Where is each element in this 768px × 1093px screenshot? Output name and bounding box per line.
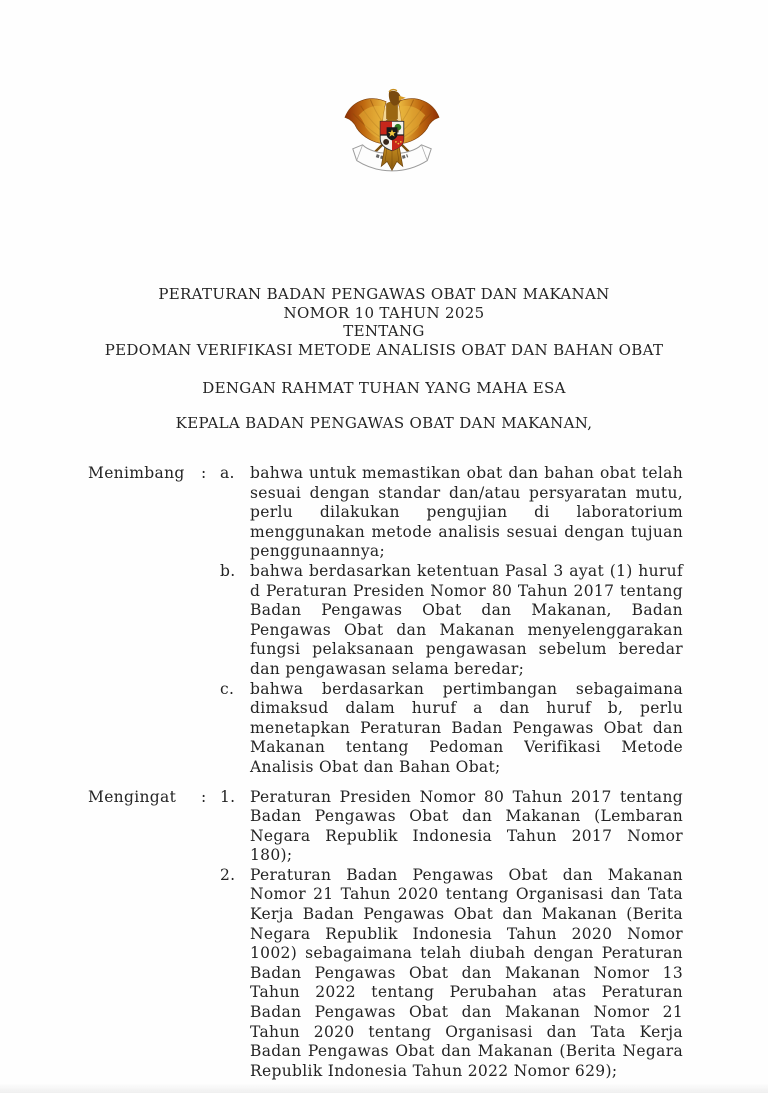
section-label: Mengingat [88, 787, 177, 806]
title-line-regulation: PERATURAN BADAN PENGAWAS OBAT DAN MAKANAN [158, 285, 610, 303]
document-body [88, 464, 683, 1081]
garuda-pancasila-icon [341, 87, 443, 187]
title-line-tentang: TENTANG [343, 322, 425, 341]
item-text: Peraturan Badan Pengawas Obat dan Makanan Nomor 21 Tahun 2020 tentang Organisasi dan Tata Kerja Badan Pengawas Obat dan Makanan (Berita Negara Republik Indonesia Tahun 2020 Nomor 1002) sebagaimana telah diubah dengan Peraturan Badan Pengawas Obat dan Makanan Nomor 13 Tahun 2022 tentang Perubahan atas Peraturan Badan Pengawas Obat dan Makanan Nomor 21 Tahun 2020 tentang Organisasi dan Tata Kerja Badan Pengawas Obat dan Makanan (Berita Negara Republik Indonesia Tahun 2022 Nomor 629); [250, 865, 683, 1080]
list-item [220, 866, 683, 1082]
section-items [220, 464, 683, 778]
item-marker: a. [220, 464, 235, 482]
section-label: Menimbang [88, 464, 185, 482]
list-item [220, 680, 683, 778]
pancasila-shield [380, 121, 404, 152]
list-item [220, 464, 683, 562]
item-marker: 1. [220, 787, 236, 806]
item-marker: c. [220, 679, 235, 698]
section-menimbang [88, 464, 683, 778]
item-marker: b. [220, 561, 236, 580]
item-marker: 2. [220, 865, 236, 884]
title-line-number: NOMOR 10 TAHUN 2025 [283, 303, 485, 322]
title-line-subject: PEDOMAN VERIFIKASI METODE ANALISIS OBAT DAN BAHAN OBAT [104, 341, 664, 360]
section-separator: : [201, 464, 207, 482]
document-title-block [0, 285, 768, 360]
item-text: bahwa berdasarkan ketentuan Pasal 3 ayat (1) huruf d Peraturan Presiden Nomor 80 Tahun 2017 tentang Badan Pengawas Obat dan Makanan, Badan Pengawas Obat dan Makanan menyelenggarakan fungsi pelaksanaan pengawasan sebelum beredar dan pengawasan selama beredar; [250, 561, 683, 678]
item-text: bahwa untuk memastikan obat dan bahan obat telah sesuai dengan standar dan/atau persyaratan mutu, perlu dilakukan pengujian di laboratorium menggunakan metode analisis sesuai dengan tujuan penggunaannya; [250, 464, 683, 561]
section-mengingat [88, 788, 683, 1082]
section-separator: : [201, 787, 207, 806]
item-text: bahwa berdasarkan pertimbangan sebagaimana dimaksud dalam huruf a dan huruf b, perlu menetapkan Peraturan Badan Pengawas Obat dan Makanan tentang Pedoman Verifikasi Metode Analisis Obat dan Bahan Obat; [250, 679, 683, 776]
list-item [220, 788, 683, 866]
section-items [220, 788, 683, 1082]
list-item [220, 562, 683, 680]
invocation-line: DENGAN RAHMAT TUHAN YANG MAHA ESA [202, 379, 566, 397]
enacting-official-line: KEPALA BADAN PENGAWAS OBAT DAN MAKANAN, [175, 414, 593, 432]
item-text: Peraturan Presiden Nomor 80 Tahun 2017 tentang Badan Pengawas Obat dan Makanan (Lembaran Negara Republik Indonesia Tahun 2017 Nomor 180); [250, 787, 683, 865]
